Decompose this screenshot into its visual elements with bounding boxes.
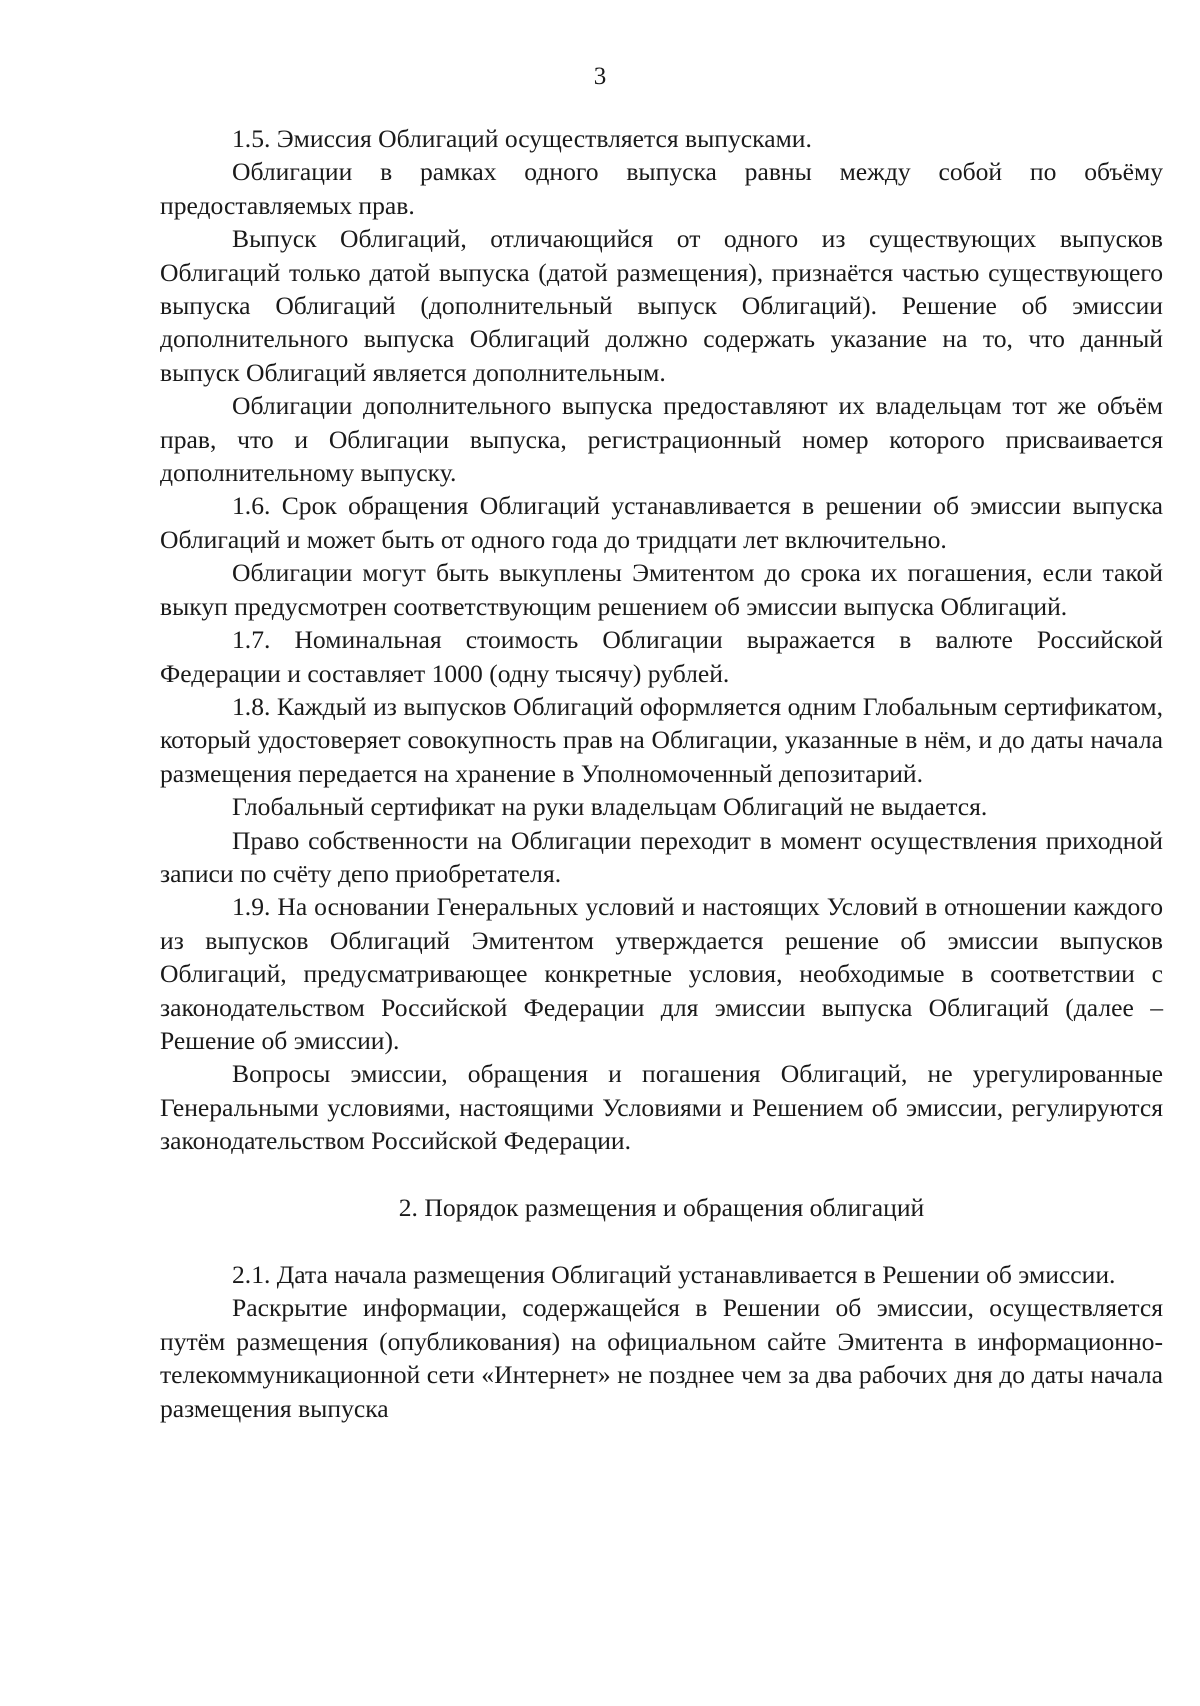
paragraph-disclosure: Раскрытие информации, содержащейся в Решении об эмиссии, осуществляется путём размещения (опубликования) на официальном сайте Эмитента в информационно-телекоммуникационной сети «Интернет» не позднее чем за два рабочих дня до даты начала размещения выпуска	[160, 1293, 1163, 1423]
paragraph-buyback: Облигации могут быть выкуплены Эмитентом до срока их погашения, если такой выкуп предусмотрен соответствующим решением об эмиссии выпуска Облигаций.	[160, 558, 1163, 621]
paragraph-1-6: 1.6. Срок обращения Облигаций устанавливается в решении об эмиссии выпуска Облигаций и может быть от одного года до тридцати лет включительно.	[160, 491, 1163, 554]
paragraph-2-1: 2.1. Дата начала размещения Облигаций устанавливается в Решении об эмиссии.	[232, 1260, 1116, 1289]
document-body	[160, 122, 1163, 1425]
paragraph-1-5: 1.5. Эмиссия Облигаций осуществляется выпусками.	[232, 124, 812, 153]
paragraph-additional-issue-rights: Облигации дополнительного выпуска предоставляют их владельцам тот же объём прав, что и Облигации выпуска, регистрационный номер которого присваивается дополнительному выпуску.	[160, 391, 1163, 488]
page-number: 3	[593, 63, 607, 90]
paragraph-1-8: 1.8. Каждый из выпусков Облигаций оформляется одним Глобальным сертификатом, который удостоверяет совокупность прав на Облигации, указанные в нём, и до даты начала размещения передается на хранение в Уполномоченный депозитарий.	[160, 691, 1163, 788]
paragraph-additional-issue: Выпуск Облигаций, отличающийся от одного из существующих выпусков Облигаций только датой выпуска (датой размещения), признаётся частью существующего выпуска Облигаций (дополнительный выпуск Облигаций). Решение об эмиссии дополнительного выпуска Облигаций должно содержать указание на то, что данный выпуск Облигаций является дополнительным.	[160, 224, 1163, 387]
paragraph-1-7: 1.7. Номинальная стоимость Облигации выражается в валюте Российской Федерации и составляет 1000 (одну тысячу) рублей.	[160, 625, 1163, 688]
paragraph-1-9: 1.9. На основании Генеральных условий и настоящих Условий в отношении каждого из выпусков Облигаций Эмитентом утверждается решение об эмиссии выпусков Облигаций, предусматривающее конкретные условия, необходимые в соответствии с законодательством Российской Федерации для эмиссии выпуска Облигаций (далее – Решение об эмиссии).	[160, 892, 1163, 1055]
paragraph-global-certificate: Глобальный сертификат на руки владельцам Облигаций не выдается.	[232, 792, 988, 822]
section-heading: 2. Порядок размещения и обращения облигаций	[398, 1192, 925, 1222]
paragraph-unregulated-questions: Вопросы эмиссии, обращения и погашения Облигаций, не урегулированные Генеральными условиями, настоящими Условиями и Решением об эмиссии, регулируются законодательством Российской Федерации.	[160, 1059, 1163, 1156]
paragraph-ownership: Право собственности на Облигации переходит в момент осуществления приходной записи по счёту депо приобретателя.	[160, 825, 1163, 888]
paragraph-equal-rights: Облигации в рамках одного выпуска равны между собой по объёму предоставляемых прав.	[160, 157, 1163, 220]
